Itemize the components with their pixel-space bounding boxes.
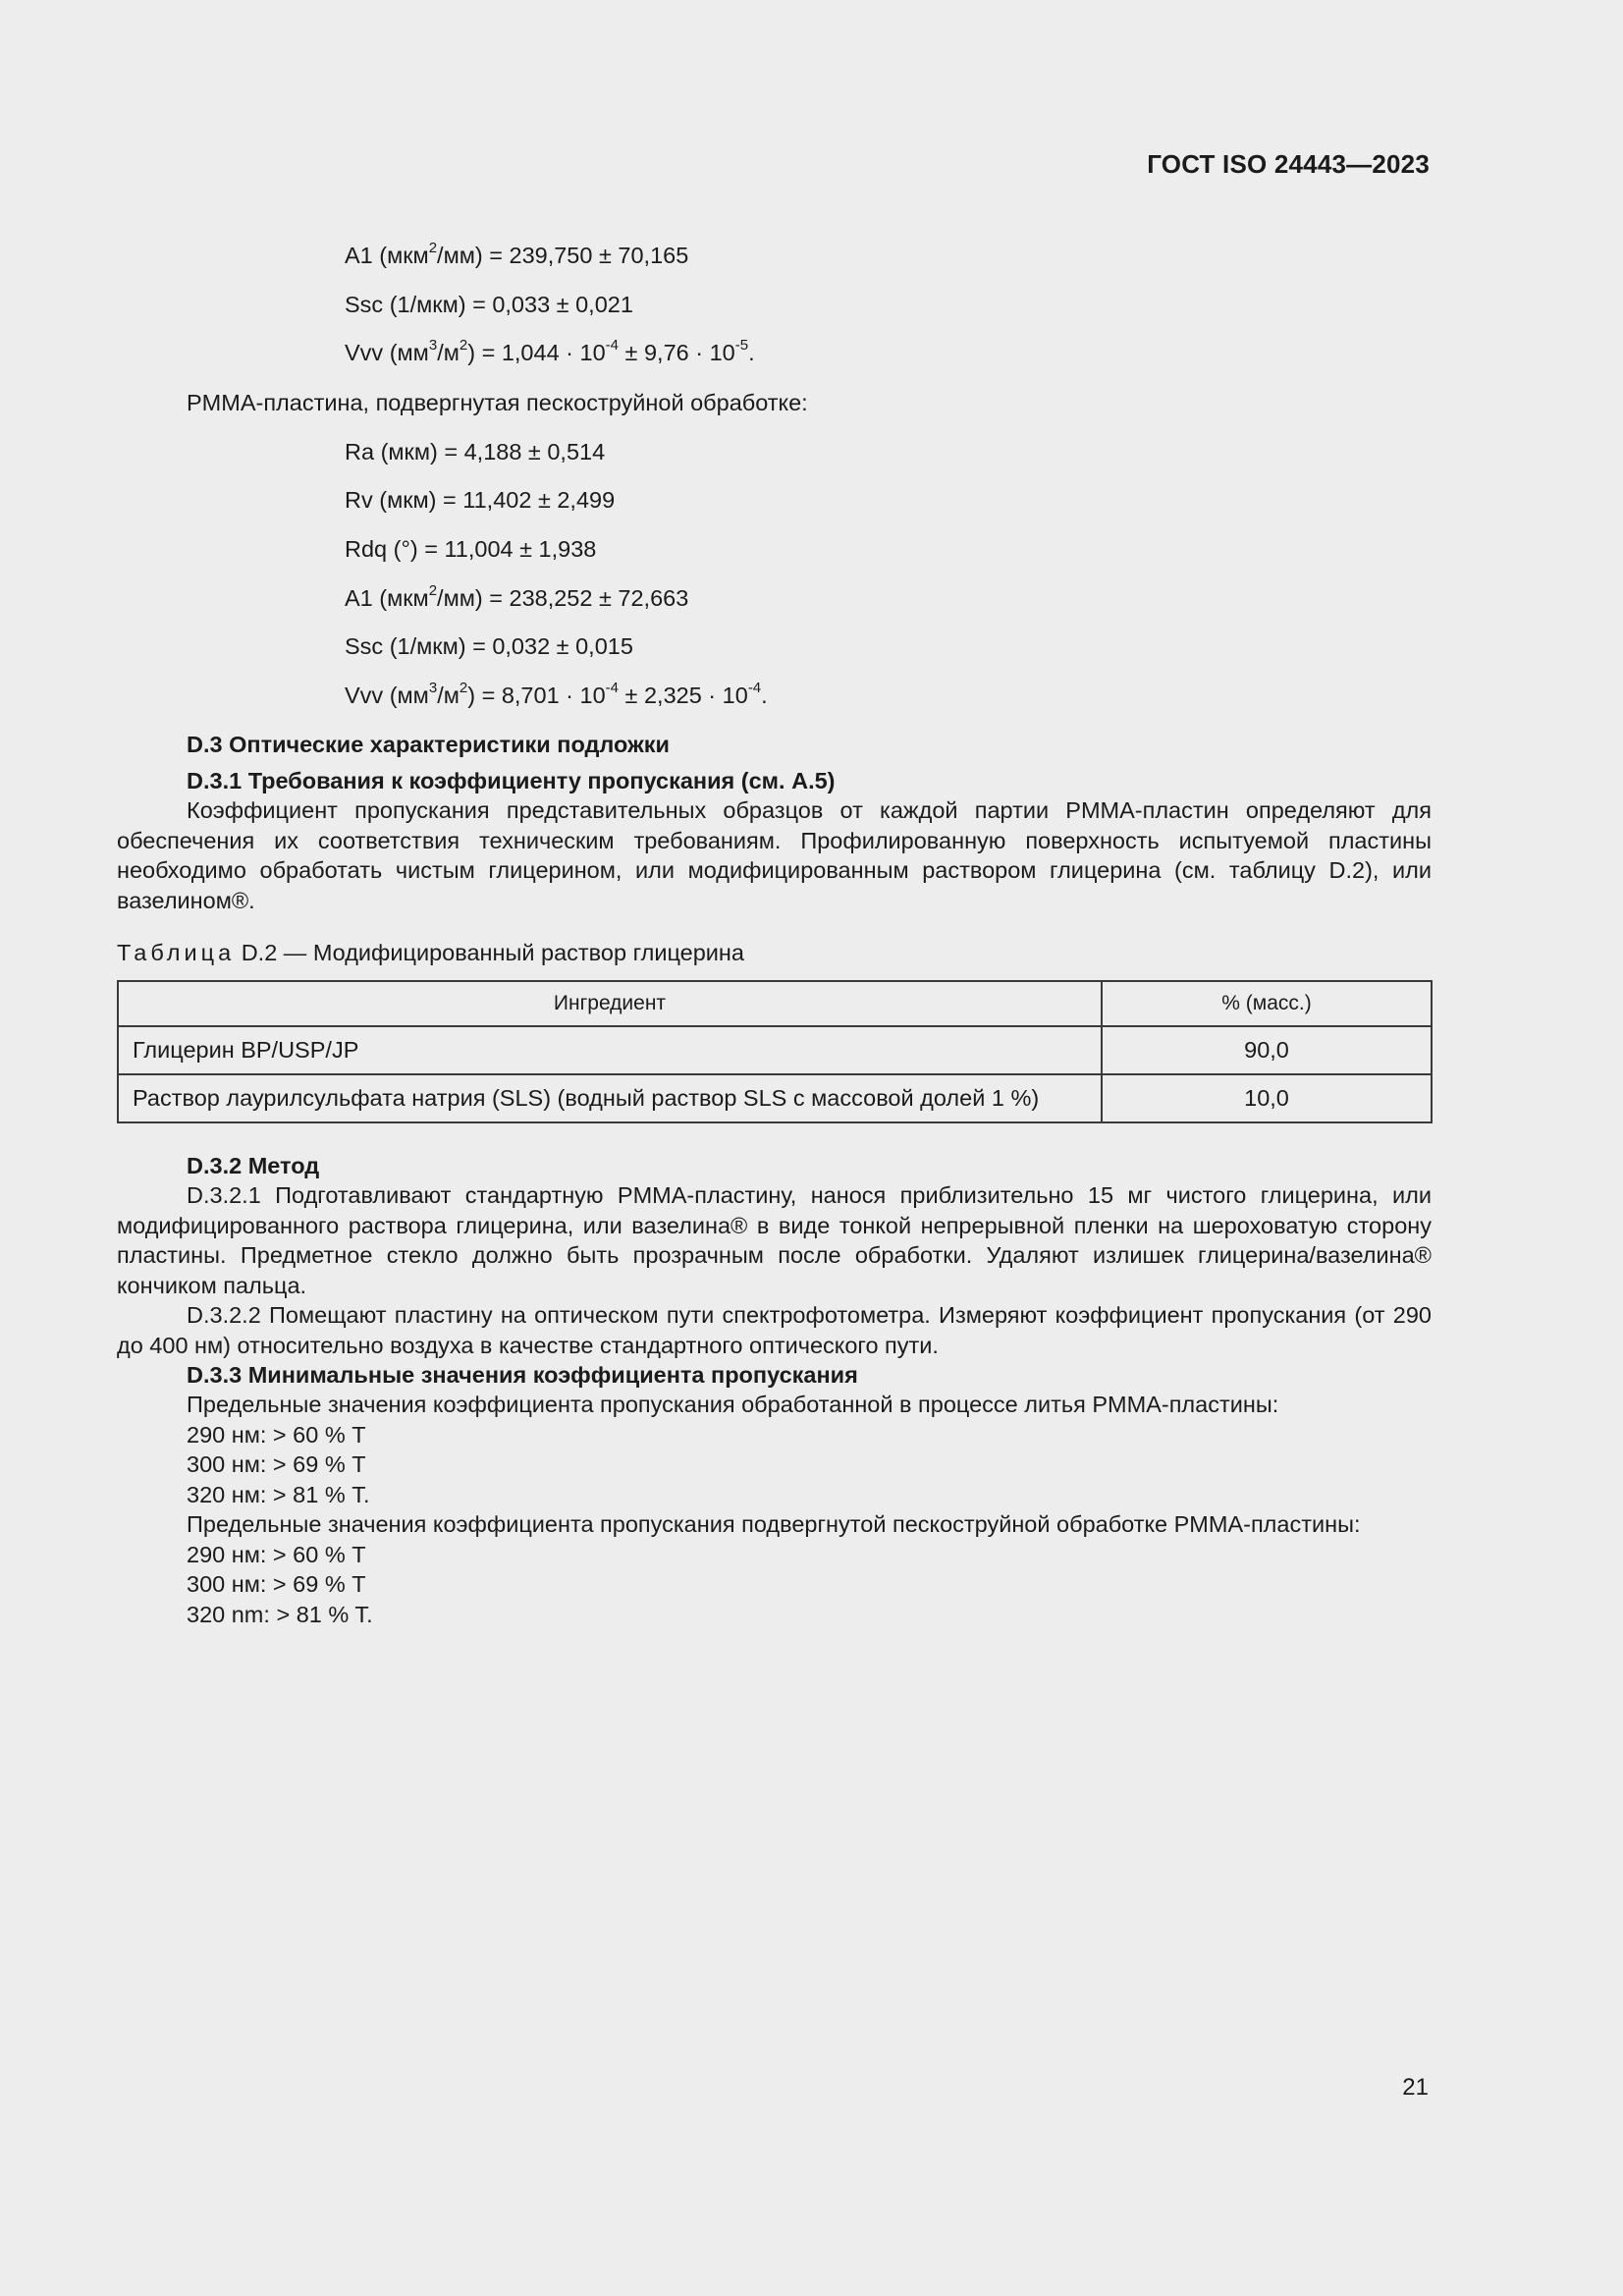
column-header-ingredient: Ингредиент xyxy=(118,981,1102,1026)
table-header-row xyxy=(118,981,1432,1026)
table-cell: Раствор лаурилсульфата натрия (SLS) (водный раствор SLS с массовой долей 1 %) xyxy=(118,1074,1102,1122)
paragraph-d321: D.3.2.1 Подготавливают стандартную PMMA-пластину, нанося приблизительно 15 мг чистого глицерина, или модифицированного раствора глицерина, или вазелина® в виде тонкой непрерывной пленки на шероховатую сторону пластины. Предметное стекло должно быть прозрачным после обработки. Удаляют излишек глицерина/вазелина® кончиком пальца. xyxy=(117,1182,1432,1298)
subsection-heading-d32: D.3.2 Метод xyxy=(187,1153,320,1178)
column-header-mass-percent: % (масс.) xyxy=(1102,981,1432,1026)
param-ra: Ra (мкм) = 4,188 ± 0,514 xyxy=(345,439,606,465)
param-ssc-1: Ssc (1/мкм) = 0,033 ± 0,021 xyxy=(345,292,633,317)
document-header: ГОСТ ISO 24443—2023 xyxy=(1147,149,1430,179)
subsection-heading-d31: D.3.1 Требования к коэффициенту пропускания (см. А.5) xyxy=(187,768,836,793)
list-item: 300 нм: > 69 % T xyxy=(187,1571,366,1597)
param-vvv-2: Vvv $(мм^3/м^2) = 8,701 \cdot 10^{-4} \pm 2,325 \cdot 10^{-4}$. xyxy=(345,680,768,708)
table-row xyxy=(118,1074,1432,1122)
section-heading-d3: D.3 Оптические характеристики подложки xyxy=(187,732,670,757)
param-a1-2: A1 (мкм$^2$/мм) = 238,252 ± 72,663 xyxy=(345,582,689,611)
param-vvv-1: Vvv $(мм^3/м^2) = 1,044 \cdot 10^{-4} \pm 9,76 \cdot 10^{-5}$. xyxy=(345,337,755,365)
limits-intro-sandblasted: Предельные значения коэффициента пропускания подвергнутой пескоструйной обработке PMMA-пластины: xyxy=(187,1511,1361,1537)
table-caption: Таблица D.2 — Модифицированный раствор глицерина xyxy=(117,940,744,965)
param-rdq: Rdq (°) = 11,004 ± 1,938 xyxy=(345,536,597,562)
list-item: 300 нм: > 69 % T xyxy=(187,1451,366,1477)
list-item: 290 нм: > 60 % T xyxy=(187,1542,366,1567)
table-cell: Глицерин BP/USP/JP xyxy=(118,1026,1102,1074)
list-item: 320 нм: > 81 % T. xyxy=(187,1482,370,1507)
subsection-heading-d33: D.3.3 Минимальные значения коэффициента пропускания xyxy=(187,1362,858,1388)
sandblasted-intro: PMMA-пластина, подвергнутая пескоструйной обработке: xyxy=(187,390,808,415)
limits-intro-cast: Предельные значения коэффициента пропускания обработанной в процессе литья PMMA-пластины: xyxy=(187,1392,1279,1417)
glycerin-table xyxy=(117,980,1433,1123)
page-number: 21 xyxy=(1402,2074,1429,2101)
list-item: 320 nm: > 81 % T. xyxy=(187,1602,373,1627)
table-cell: 10,0 xyxy=(1102,1074,1432,1122)
table-row xyxy=(118,1026,1432,1074)
param-ssc-2: Ssc (1/мкм) = 0,032 ± 0,015 xyxy=(345,633,633,659)
table-cell: 90,0 xyxy=(1102,1026,1432,1074)
paragraph-d31: Коэффициент пропускания представительных образцов от каждой партии PMMA-пластин определяют для обеспечения их соответствия техническим требованиям. Профилированную поверхность испытуемой пластины необходимо обработать чистым глицерином, или модифицированным раствором глицерина (см. таблицу D.2), или вазелином®. xyxy=(117,797,1432,913)
param-rv: Rv (мкм) = 11,402 ± 2,499 xyxy=(345,487,616,513)
list-item: 290 нм: > 60 % T xyxy=(187,1422,366,1448)
param-a1-1: A1 (мкм$^2$/мм) = 239,750 ± 70,165 xyxy=(345,240,689,268)
paragraph-d322: D.3.2.2 Помещают пластину на оптическом пути спектрофотометра. Измеряют коэффициент пропускания (от 290 до 400 нм) относительно воздуха в качестве стандартного оптического пути. xyxy=(117,1302,1432,1358)
